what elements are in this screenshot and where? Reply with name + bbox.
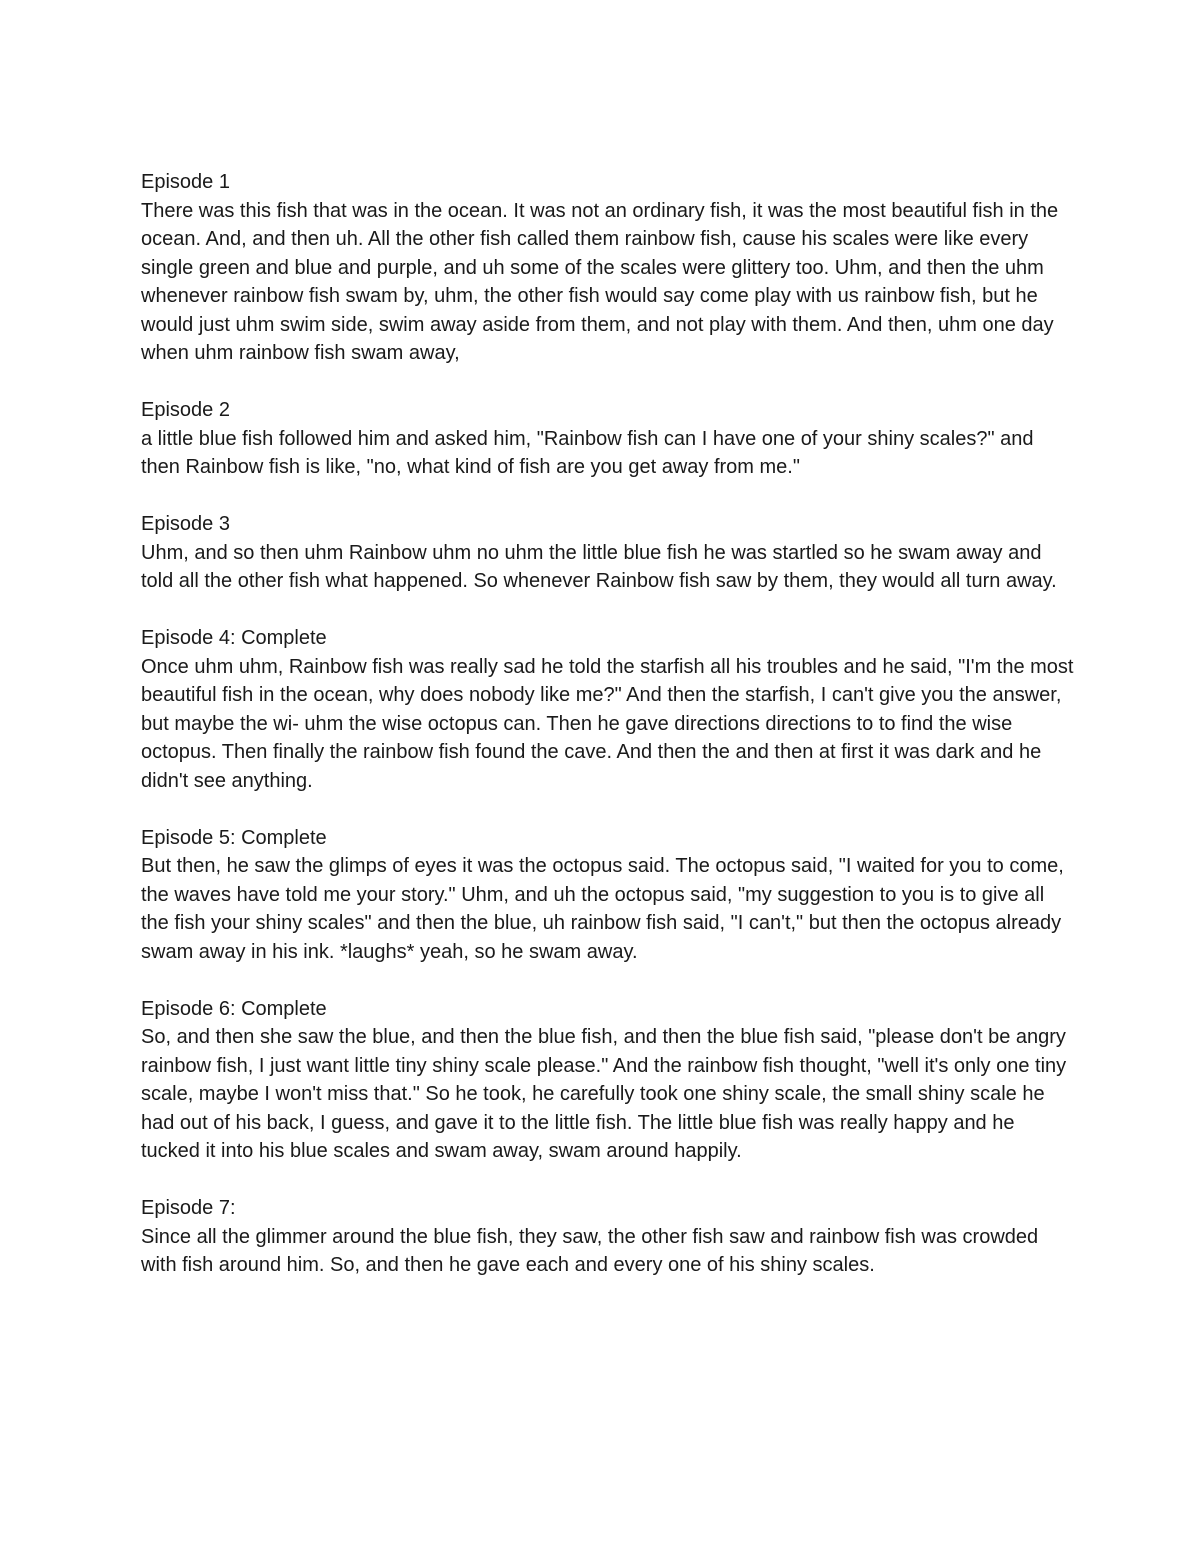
episode-body: Once uhm uhm, Rainbow fish was really sad he told the starfish all his troubles and he said, "I'm the most beautiful fish in the ocean, why does nobody like me?" And then the starfish, I can't give you the answer, but maybe the wi- uhm the wise octopus can. Then he gave directions directions to to find the wise octopus. Then finally the rainbow fish found the cave. And then the and then at first it was dark and he didn't see anything. (141, 655, 1074, 792)
episode-1 (141, 168, 1076, 368)
episode-4 (141, 624, 1076, 795)
episode-body: Since all the glimmer around the blue fish, they saw, the other fish saw and rainbow fish was crowded with fish around him. So, and then he gave each and every one of his shiny scales. (141, 1225, 1039, 1276)
episode-5 (141, 824, 1076, 967)
episode-title: Episode 2 (141, 399, 230, 421)
episode-7 (141, 1194, 1076, 1280)
episode-title: Episode 1 (141, 171, 230, 193)
episode-2 (141, 396, 1076, 482)
episode-3 (141, 510, 1076, 596)
episode-6 (141, 995, 1076, 1166)
episode-body: There was this fish that was in the ocean. It was not an ordinary fish, it was the most beautiful fish in the ocean. And, and then uh. All the other fish called them rainbow fish, cause his scales were like every single green and blue and purple, and uh some of the scales were glittery too. Uhm, and then the uhm whenever rainbow fish swam by, uhm, the other fish would say come play with us rainbow fish, but he would just uhm swim side, swim away aside from them, and not play with them. And then, uhm one day when uhm rainbow fish swam away, (141, 199, 1059, 364)
episode-title: Episode 5: Complete (141, 826, 327, 849)
episode-body: But then, he saw the glimps of eyes it was the octopus said. The octopus said, "I waited for you to come, the waves have told me your story." Uhm, and uh the octopus said, "my suggestion to you is to give all the fish your shiny scales" and then the blue, uh rainbow fish said, "I can't," but then the octopus already swam away in his ink. *laughs* yeah, so he swam away. (141, 855, 1064, 963)
document-page (141, 168, 1076, 1308)
episode-title: Episode 7: (141, 1197, 236, 1219)
episode-body: So, and then she saw the blue, and then the blue fish, and then the blue fish said, "please don't be angry rainbow fish, I just want little tiny shiny scale please." And the rainbow fish thought, "well it's only one tiny scale, maybe I won't miss that." So he took, he carefully took one shiny scale, the small shiny scale he had out of his back, I guess, and gave it to the little fish. The little blue fish was really happy and he tucked it into his blue scales and swam away, swam around happily. (141, 1026, 1067, 1162)
episode-body: a little blue fish followed him and asked him, "Rainbow fish can I have one of your shiny scales?" and then Rainbow fish is like, "no, what kind of fish are you get away from me." (141, 427, 1034, 478)
episode-title: Episode 4: Complete (141, 627, 327, 649)
episode-title: Episode 6: Complete (141, 997, 327, 1020)
episode-body: Uhm, and so then uhm Rainbow uhm no uhm the little blue fish he was startled so he swam away and told all the other fish what happened. So whenever Rainbow fish saw by them, they would all turn away. (141, 541, 1057, 592)
episode-title: Episode 3 (141, 513, 230, 535)
